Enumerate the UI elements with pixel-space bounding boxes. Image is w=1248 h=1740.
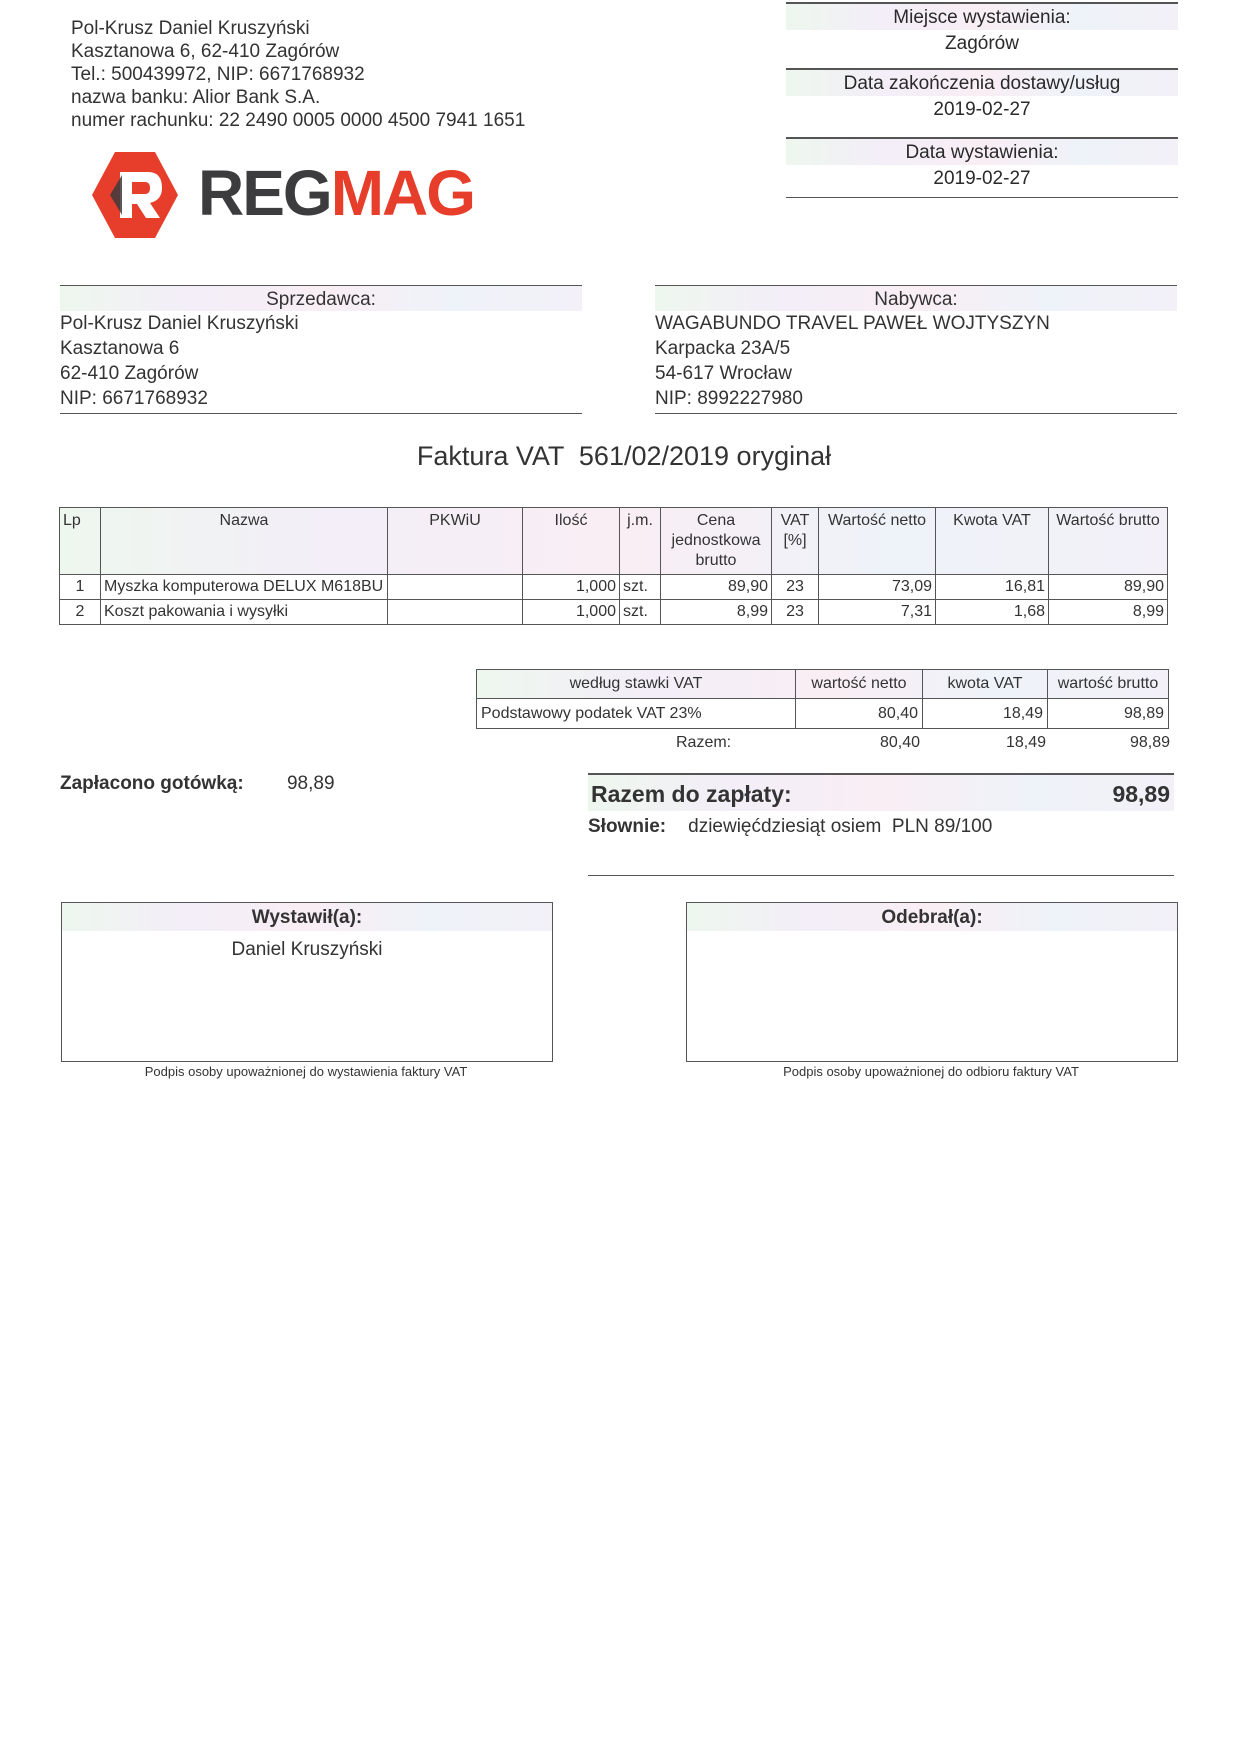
- cell-unit-price: 89,90: [661, 575, 772, 600]
- company-header: [71, 17, 525, 132]
- col-lp: Lp: [60, 508, 101, 575]
- cell-pkwiu: [388, 600, 523, 625]
- table-row: [60, 600, 1168, 625]
- issuer-label: Wystawił(a):: [62, 903, 552, 931]
- vat-total-net: 80,40: [879, 734, 920, 751]
- buyer-name: WAGABUNDO TRAVEL PAWEŁ WOJTYSZYN: [655, 313, 1050, 334]
- cell-name: Koszt pakowania i wysyłki: [101, 600, 388, 625]
- total-to-pay-value: 98,89: [1112, 781, 1170, 807]
- regmag-logo-icon: [90, 150, 180, 240]
- words-value: dziewięćdziesiąt osiem PLN 89/100: [688, 816, 993, 837]
- issue-value: 2019-02-27: [786, 165, 1178, 198]
- issuer-caption: Podpis osoby upoważnionej do wystawienia faktury VAT: [144, 1064, 468, 1079]
- col-unit-price: Cena jednostkowa brutto: [661, 508, 772, 575]
- issue-date: [786, 137, 1178, 198]
- buyer-divider: [655, 413, 1177, 414]
- receiver-signature-box: [686, 902, 1178, 1062]
- items-header-row: [60, 508, 1168, 575]
- company-contact: Tel.: 500439972, NIP: 6671768932: [71, 64, 365, 85]
- vat-summary-table: [476, 669, 1169, 729]
- vat-total-gross: 98,89: [1129, 734, 1170, 751]
- seller-name: Pol-Krusz Daniel Kruszyński: [60, 313, 299, 334]
- vat-gross: 98,89: [1048, 699, 1169, 729]
- col-vat-amount: Kwota VAT: [936, 508, 1049, 575]
- logo-text-mag: MAG: [330, 157, 474, 229]
- receiver-label: Odebrał(a):: [687, 903, 1177, 931]
- cell-unit: szt.: [620, 575, 661, 600]
- receiver-caption: Podpis osoby upoważnionej do odbioru faktury VAT: [783, 1064, 1079, 1079]
- company-name: Pol-Krusz Daniel Kruszyński: [71, 18, 310, 39]
- col-qty: Ilość: [523, 508, 620, 575]
- cell-qty: 1,000: [523, 600, 620, 625]
- items-table: [59, 507, 1168, 625]
- delivery-label: Data zakończenia dostawy/usług: [786, 68, 1178, 96]
- issuer-name: Daniel Kruszyński: [231, 939, 383, 960]
- vat-col-rate: według stawki VAT: [477, 670, 796, 699]
- col-pkwiu: PKWiU: [388, 508, 523, 575]
- delivery-value: 2019-02-27: [933, 99, 1031, 120]
- seller-divider: [60, 413, 582, 414]
- cell-vat-rate: 23: [772, 575, 819, 600]
- invoice-title: Faktura VAT 561/02/2019 oryginał: [416, 441, 832, 471]
- vat-total-vat: 18,49: [1005, 734, 1046, 751]
- col-net: Wartość netto: [819, 508, 936, 575]
- vat-col-net: wartość netto: [796, 670, 923, 699]
- paid-label: Zapłacono gotówką:: [60, 773, 244, 794]
- logo-wordmark: [198, 158, 474, 228]
- buyer-nip: NIP: 8992227980: [655, 388, 803, 409]
- paid-value: 98,89: [286, 773, 335, 794]
- company-bank: nazwa banku: Alior Bank S.A.: [71, 87, 321, 108]
- buyer-label: Nabywca:: [655, 285, 1177, 311]
- seller-label: Sprzedawca:: [60, 285, 582, 311]
- col-vat-rate: VAT [%]: [772, 508, 819, 575]
- cell-lp: 1: [60, 575, 101, 600]
- company-account: numer rachunku: 22 2490 0005 0000 4500 7941 1651: [71, 110, 526, 131]
- vat-total-label: Razem:: [676, 734, 732, 751]
- place-label: Miejsce wystawienia:: [786, 2, 1178, 30]
- delivery-date: [786, 68, 1178, 124]
- cell-lp: 2: [60, 600, 101, 625]
- buyer-street: Karpacka 23A/5: [655, 338, 791, 359]
- vat-col-gross: wartość brutto: [1048, 670, 1169, 699]
- cell-pkwiu: [388, 575, 523, 600]
- cell-net: 7,31: [819, 600, 936, 625]
- issue-label: Data wystawienia:: [786, 137, 1178, 165]
- buyer-block: [655, 285, 1177, 414]
- col-unit: j.m.: [620, 508, 661, 575]
- cell-vat-amount: 16,81: [936, 575, 1049, 600]
- cell-qty: 1,000: [523, 575, 620, 600]
- buyer-city: 54-617 Wrocław: [655, 363, 792, 384]
- cell-gross: 8,99: [1049, 600, 1168, 625]
- company-address: Kasztanowa 6, 62-410 Zagórów: [71, 41, 340, 62]
- place-of-issue: [786, 2, 1178, 58]
- place-value: Zagórów: [945, 33, 1019, 54]
- cell-vat-rate: 23: [772, 600, 819, 625]
- total-to-pay-label: Razem do zapłaty:: [591, 781, 792, 807]
- vat-header-row: [477, 670, 1169, 699]
- table-row: [60, 575, 1168, 600]
- cell-vat-amount: 1,68: [936, 600, 1049, 625]
- total-to-pay: [588, 773, 1174, 811]
- seller-city: 62-410 Zagórów: [60, 363, 199, 384]
- logo-text-reg: REG: [198, 157, 331, 229]
- divider: [588, 875, 1174, 876]
- vat-row: [477, 699, 1169, 729]
- amount-in-words: [588, 816, 992, 838]
- vat-net: 80,40: [796, 699, 923, 729]
- paid-cash: [60, 773, 335, 795]
- cell-unit-price: 8,99: [661, 600, 772, 625]
- col-name: Nazwa: [101, 508, 388, 575]
- col-gross: Wartość brutto: [1049, 508, 1168, 575]
- cell-name: Myszka komputerowa DELUX M618BU: [101, 575, 388, 600]
- seller-block: [60, 285, 582, 414]
- cell-gross: 89,90: [1049, 575, 1168, 600]
- cell-unit: szt.: [620, 600, 661, 625]
- cell-net: 73,09: [819, 575, 936, 600]
- seller-nip: NIP: 6671768932: [60, 388, 208, 409]
- vat-amount: 18,49: [923, 699, 1048, 729]
- words-label: Słownie:: [588, 816, 667, 837]
- seller-street: Kasztanowa 6: [60, 338, 180, 359]
- vat-rate-name: Podstawowy podatek VAT 23%: [477, 699, 796, 729]
- issuer-signature-box: [61, 902, 553, 1062]
- vat-col-vat: kwota VAT: [923, 670, 1048, 699]
